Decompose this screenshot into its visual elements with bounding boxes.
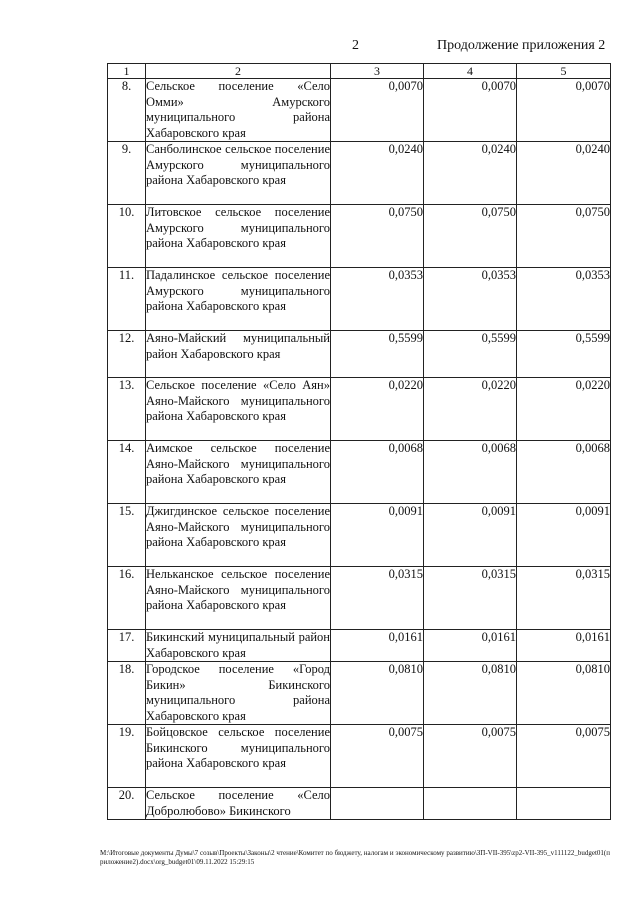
value-col4: 0,0161 <box>424 630 517 662</box>
value-col5: 0,0068 <box>517 441 611 504</box>
row-number: 18. <box>108 662 146 725</box>
value-col4: 0,0240 <box>424 142 517 205</box>
value-col3: 0,0315 <box>331 567 424 630</box>
row-number: 20. <box>108 788 146 820</box>
value-col3: 0,0161 <box>331 630 424 662</box>
value-col5: 0,0161 <box>517 630 611 662</box>
value-col5: 0,0810 <box>517 662 611 725</box>
value-col4 <box>424 788 517 820</box>
value-col4: 0,0075 <box>424 725 517 788</box>
table-header-row <box>108 64 611 79</box>
value-col3: 0,0068 <box>331 441 424 504</box>
budget-table <box>107 63 611 820</box>
column-header: 2 <box>146 64 331 79</box>
value-col5 <box>517 788 611 820</box>
row-number: 8. <box>108 79 146 142</box>
table-row <box>108 725 611 788</box>
value-col3: 0,0750 <box>331 205 424 268</box>
row-number: 17. <box>108 630 146 662</box>
file-path-footer: M:\Итоговые документы Думы\7 созыв\Проекты\Законы\2 чтение\Комитет по бюджету, налогам и экономическому развитию\ЗП-VII-395\zp2-VII-395_v111122_budget01(приложение2).docx\org_budget01\09.11.2022 15:29:15 <box>100 849 610 866</box>
column-header: 5 <box>517 64 611 79</box>
municipality-name: Сельское поселение «Село Омми» Амурского муниципального района Хабаровского края <box>146 79 330 140</box>
row-number: 13. <box>108 378 146 441</box>
value-col5: 0,0075 <box>517 725 611 788</box>
value-col5: 0,5599 <box>517 331 611 378</box>
municipality-name: Аяно-Майский муниципальный район Хабаровского края <box>146 331 331 378</box>
value-col5: 0,0070 <box>517 79 611 142</box>
value-col3: 0,0091 <box>331 504 424 567</box>
value-col3: 0,0075 <box>331 725 424 788</box>
value-col3: 0,0353 <box>331 268 424 331</box>
table-row <box>108 331 611 378</box>
row-number: 15. <box>108 504 146 567</box>
row-number: 12. <box>108 331 146 378</box>
value-col5: 0,0091 <box>517 504 611 567</box>
value-col5: 0,0353 <box>517 268 611 331</box>
column-header: 4 <box>424 64 517 79</box>
table-row <box>108 79 611 142</box>
value-col5: 0,0315 <box>517 567 611 630</box>
value-col5: 0,0750 <box>517 205 611 268</box>
row-number: 11. <box>108 268 146 331</box>
municipality-name: Аимское сельское поселение Аяно-Майского муниципального района Хабаровского края <box>146 441 331 504</box>
row-number: 9. <box>108 142 146 205</box>
value-col3: 0,0070 <box>331 79 424 142</box>
municipality-name: Санболинское сельское поселение Амурского муниципального района Хабаровского края <box>146 142 331 205</box>
municipality-name: Джигдинское сельское поселение Аяно-Майского муниципального района Хабаровского края <box>146 504 331 567</box>
table-row <box>108 504 611 567</box>
row-number: 16. <box>108 567 146 630</box>
value-col3: 0,0220 <box>331 378 424 441</box>
value-col4: 0,0353 <box>424 268 517 331</box>
value-col3: 0,0810 <box>331 662 424 725</box>
table-row <box>108 142 611 205</box>
municipality-name: Сельское поселение «Село Аян» Аяно-Майского муниципального района Хабаровского края <box>146 378 331 441</box>
municipality-name: Падалинское сельское поселение Амурского муниципального района Хабаровского края <box>146 268 331 331</box>
value-col5: 0,0240 <box>517 142 611 205</box>
municipality-name: Бойцовское сельское поселение Бикинского муниципального района Хабаровского края <box>146 725 331 788</box>
table-row <box>108 662 611 725</box>
value-col3: 0,5599 <box>331 331 424 378</box>
table-row <box>108 567 611 630</box>
row-number: 14. <box>108 441 146 504</box>
municipality-name: Бикинский муниципальный район Хабаровского края <box>146 630 330 660</box>
row-number: 10. <box>108 205 146 268</box>
table-row <box>108 378 611 441</box>
value-col4: 0,0068 <box>424 441 517 504</box>
table-row <box>108 788 611 820</box>
value-col4: 0,0091 <box>424 504 517 567</box>
column-header: 3 <box>331 64 424 79</box>
value-col4: 0,0315 <box>424 567 517 630</box>
municipality-name: Литовское сельское поселение Амурского муниципального района Хабаровского края <box>146 205 331 268</box>
table-row <box>108 630 611 662</box>
table-row <box>108 441 611 504</box>
page-number: 2 <box>352 38 359 53</box>
table-row <box>108 205 611 268</box>
value-col3: 0,0240 <box>331 142 424 205</box>
municipality-name: Нельканское сельское поселение Аяно-Майского муниципального района Хабаровского края <box>146 567 331 630</box>
value-col3 <box>331 788 424 820</box>
continuation-label: Продолжение приложения 2 <box>437 38 606 53</box>
municipality-name: Сельское поселение «Село Добролюбово» Бикинского <box>146 788 330 818</box>
municipality-name: Городское поселение «Город Бикин» Бикинского муниципального района Хабаровского края <box>146 662 330 723</box>
value-col5: 0,0220 <box>517 378 611 441</box>
value-col4: 0,5599 <box>424 331 517 378</box>
row-number: 19. <box>108 725 146 788</box>
value-col4: 0,0220 <box>424 378 517 441</box>
value-col4: 0,0750 <box>424 205 517 268</box>
value-col4: 0,0810 <box>424 662 517 725</box>
value-col4: 0,0070 <box>424 79 517 142</box>
table-row <box>108 268 611 331</box>
column-header: 1 <box>108 64 146 79</box>
